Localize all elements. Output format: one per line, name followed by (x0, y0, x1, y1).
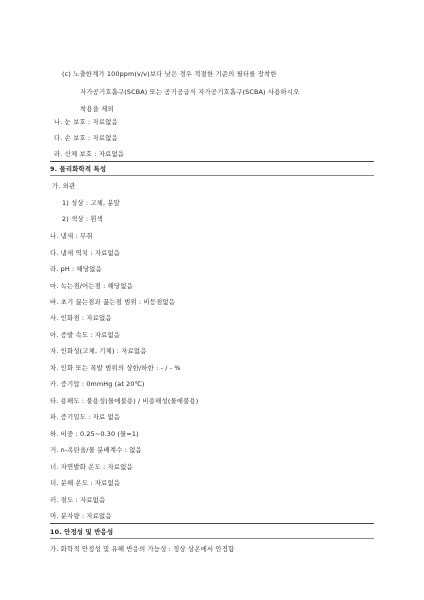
line-odor: 나. 냄새 : 무취 (50, 232, 93, 240)
line-partition-coefficient: 거. n-옥탄올/물 분배계수 : 없음 (50, 446, 142, 454)
line-boiling-point: 바. 초기 끓는점과 끓는점 범위 : 비등점없음 (50, 298, 176, 306)
line-molecular-weight: 머. 분자량 : 자료없음 (50, 512, 112, 520)
line-body-protection: 라. 신체 보호 : 자료없음 (54, 150, 125, 158)
line-color: 2) 색상 : 흰색 (62, 215, 103, 223)
line-appearance: 가. 외관 (52, 182, 76, 190)
section-title-stability: 10. 안정성 및 반응성 (50, 528, 114, 536)
section-divider (50, 538, 374, 539)
line-specific-gravity: 하. 비중 : 0.25~0.30 (물=1) (50, 430, 139, 438)
line-respirator-wear: 착용을 제외 (80, 105, 114, 113)
line-chemical-stability: 가. 화학적 안정성 및 유해 반응의 가능성 : 정상 상온에서 안정함 (50, 545, 235, 553)
line-autoignition: 너. 자연발화 온도 : 자료없음 (50, 463, 133, 471)
line-odor-threshold: 다. 냄새 역치 : 자료없음 (50, 249, 121, 257)
line-respirator-filter: (c) 노출한계가 100ppm(v/v)보다 낮은 경우 적절한 기준의 필터를 장착한 (62, 70, 277, 78)
section-title-physical-chemical: 9. 물리화학적 특성 (50, 165, 107, 173)
section-divider (50, 161, 374, 162)
line-flash-point: 사. 인화점 : 자료없음 (50, 314, 112, 322)
line-flammability: 자. 인화성(고체, 기체) : 자료없음 (50, 347, 147, 355)
line-respirator-scba: 자가공기호흡구(SCBA) 또는 공기공급식 자가공기호흡구(SCBA) 사용하시오 (80, 88, 300, 96)
line-explosive-limits: 차. 인화 또는 폭발 범위의 상한/하한 : - / - % (50, 364, 181, 372)
line-ph: 라. pH : 해당없음 (50, 265, 102, 273)
line-solubility: 타. 용해도 : 불용성(물에불용) / 비용해성(물에불용) (50, 397, 199, 405)
line-melting-point: 마. 녹는점/어는점 : 해당없음 (50, 282, 133, 290)
line-hand-protection: 다. 손 보호 : 자료없음 (54, 134, 118, 142)
line-state: 1) 성상 : 고체, 분말 (62, 199, 121, 207)
line-vapor-pressure: 카. 증기압 : 0mmHg (at 20℃) (50, 380, 145, 388)
line-vapor-density: 파. 증기밀도 : 자료 없음 (50, 413, 121, 421)
section-divider (50, 175, 374, 176)
line-evaporation-rate: 아. 증발 속도 : 자료없음 (50, 331, 121, 339)
section-divider (50, 523, 374, 524)
line-decomposition: 더. 분해 온도 : 자료없음 (50, 479, 121, 487)
line-eye-protection: 나. 눈 보호 : 자료없음 (54, 118, 118, 126)
line-viscosity: 러. 점도 : 자료없음 (50, 496, 106, 504)
